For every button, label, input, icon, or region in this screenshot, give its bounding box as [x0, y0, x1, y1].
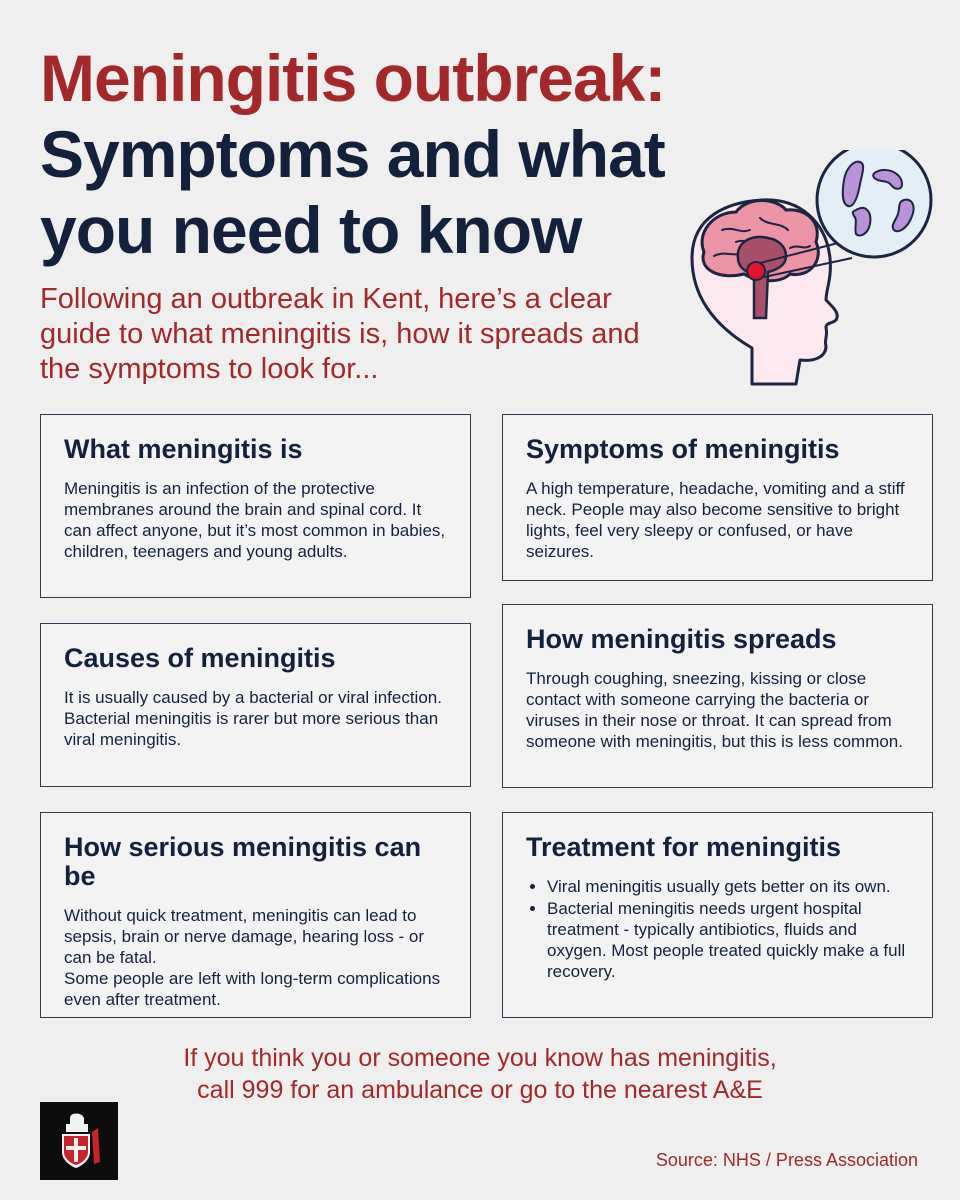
- cta-line-2: call 999 for an ambulance or go to the nearest A&E: [197, 1076, 763, 1104]
- card-what-meningitis-is: [40, 414, 471, 598]
- list-item: • Bacterial meningitis needs urgent hospital treatment - typically antibiotics, fluids and oxygen. Most people treated quickly make a full recovery.: [547, 898, 910, 982]
- card-heading: Causes of meningitis: [64, 643, 336, 673]
- title-line-1: Meningitis outbreak:: [40, 41, 666, 115]
- card-heading: How serious meningitis can be: [64, 832, 422, 891]
- card-body: Meningitis is an infection of the protective membranes around the brain and spinal cord. It can affect anyone, but it’s most common in babies, children, teenagers and young adults.: [64, 479, 446, 561]
- cta-line-1: If you think you or someone you know has meningitis,: [183, 1044, 777, 1072]
- card-heading: Symptoms of meningitis: [526, 434, 840, 464]
- card-treatment: [502, 812, 933, 1018]
- card-body: It is usually caused by a bacterial or viral infection. Bacterial meningitis is rarer but more serious than viral meningitis.: [64, 688, 442, 749]
- title-line-2: Symptoms and what: [40, 117, 665, 191]
- card-heading: Treatment for meningitis: [526, 832, 842, 862]
- card-body: Without quick treatment, meningitis can lead to sepsis, brain or nerve damage, hearing loss - or can be fatal. Some people are left with long-term complications even after treatment.: [64, 906, 441, 1009]
- head-brain-bacteria-icon: [640, 150, 940, 400]
- subtitle: Following an outbreak in Kent, here’s a clear guide to what meningitis is, how it spreads and the symptoms to look for...: [40, 283, 640, 385]
- card-heading: What meningitis is: [64, 434, 303, 464]
- card-how-it-spreads: [502, 604, 933, 788]
- card-heading: How meningitis spreads: [526, 624, 837, 654]
- list-item: • Viral meningitis usually gets better on its own.: [547, 876, 910, 897]
- card-causes: [40, 623, 471, 787]
- knight-shield-logo-icon: [40, 1102, 118, 1180]
- card-body: A high temperature, headache, vomiting and a stiff neck. People may also become sensitive to bright lights, feel very sleepy or confused, or have seizures.: [526, 479, 905, 561]
- treatment-list: [526, 876, 910, 982]
- call-to-action: [40, 1042, 920, 1106]
- card-symptoms: [502, 414, 933, 581]
- card-body: Through coughing, sneezing, kissing or close contact with someone carrying the bacteria or viruses in their nose or throat. It can spread from someone with meningitis, but this is less common.: [526, 669, 903, 751]
- title-line-3: you need to know: [40, 193, 582, 267]
- source-credit: Source: NHS / Press Association: [655, 1150, 918, 1170]
- card-how-serious: [40, 812, 471, 1018]
